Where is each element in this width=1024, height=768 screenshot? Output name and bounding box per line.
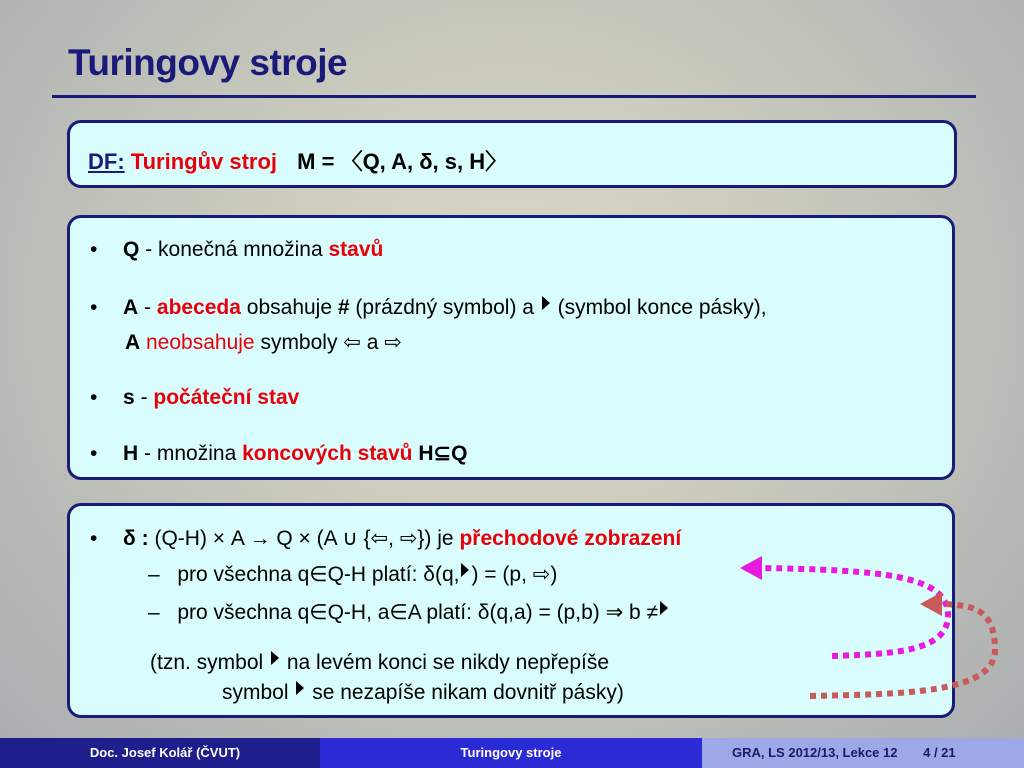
bullet-a-text4: symboly ⇦ a ⇨ <box>254 331 402 354</box>
footer-course: GRA, LS 2012/13, Lekce 12 <box>732 745 898 760</box>
rule-1-text-b: ) = (p, ⇨) <box>471 563 558 586</box>
bullet-s-dash: - <box>134 386 154 409</box>
note-1-text-b: na levém konci se nikdy nepřepíše <box>281 651 610 674</box>
bullet-a-dash: - <box>138 296 157 319</box>
delta-signature: (Q-H) × A → Q × (A ∪ {⇦, ⇨}) je <box>148 527 460 550</box>
symbol-q: Q <box>123 238 140 261</box>
symbol-a: A <box>123 296 139 319</box>
rule-2-text-a: pro všechna q∈Q-H, a∈A platí: δ(q,a) = (p,b) ⇒ b ≠ <box>177 601 659 624</box>
delta-emph: přechodové zobrazení <box>459 527 682 550</box>
delta-symbol: δ : <box>123 527 149 550</box>
blank-symbol: # <box>337 296 350 319</box>
magenta-dotted-arrow <box>760 568 948 656</box>
rule-1-text-a: pro všechna q∈Q-H platí: δ(q, <box>177 563 460 586</box>
footer-page: 4 / 21 <box>923 745 956 760</box>
symbol-a2: A <box>125 331 141 354</box>
bullet-a-text3: (symbol konce pásky), <box>551 296 767 319</box>
footer-topic: Turingovy stroje <box>320 738 702 768</box>
bullet-dot: • <box>90 527 98 550</box>
sub-dash: – <box>148 601 160 624</box>
bullet-dot: • <box>90 238 98 261</box>
definition-formula: M = 〈Q, A, δ, s, H〉 <box>297 149 508 174</box>
bullet-a-text2: (prázdný symbol) a <box>349 296 540 319</box>
definition-prefix: DF: <box>88 149 125 174</box>
sub-dash: – <box>148 563 160 586</box>
footer-right <box>702 738 1024 768</box>
bullet-dot: • <box>90 296 98 319</box>
bullet-a-emph: abeceda <box>156 296 241 319</box>
symbol-h: H <box>123 442 139 465</box>
magenta-arrowhead <box>740 556 762 580</box>
bullet-h-relation: H⊆Q <box>412 442 468 465</box>
footer-bar <box>0 738 1024 768</box>
bullet-q-text: - konečná množina <box>139 238 329 261</box>
note-1-text-a: (tzn. symbol <box>150 651 270 674</box>
slide-title: Turingovy stroje <box>68 42 348 83</box>
footer-author: Doc. Josef Kolář (ČVUT) <box>0 738 320 768</box>
note-2-text-b: se nezapíše nikam dovnitř pásky) <box>306 681 624 704</box>
bullet-a-neg: neobsahuje <box>140 331 255 354</box>
bullet-q-emph: stavů <box>328 238 384 261</box>
note-2-text-a: symbol <box>222 681 295 704</box>
bullet-h-text: - množina <box>138 442 243 465</box>
symbol-s: s <box>123 386 135 409</box>
bullet-dot: • <box>90 442 98 465</box>
bullet-dot: • <box>90 386 98 409</box>
bullet-a-text1: obsahuje <box>240 296 338 319</box>
definition-term: Turingův stroj <box>130 149 278 174</box>
brick-arrowhead <box>920 592 942 616</box>
bullet-h-emph: koncových stavů <box>242 442 413 465</box>
bullet-s-emph: počáteční stav <box>153 386 300 409</box>
